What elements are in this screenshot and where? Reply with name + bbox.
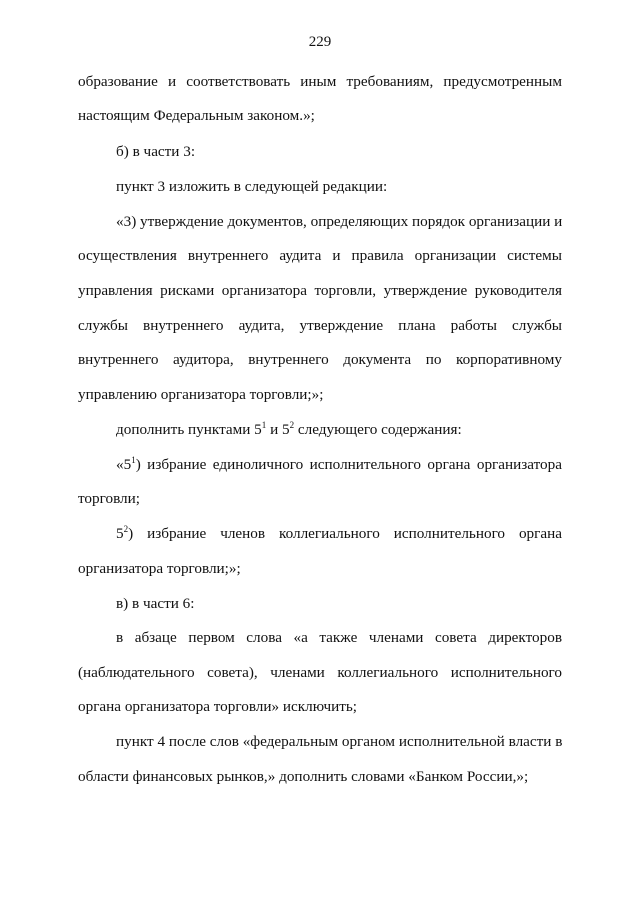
text-line: управлению организатора торговли;»; bbox=[78, 386, 324, 403]
superscript: 2 bbox=[123, 524, 129, 534]
text-line: (наблюдательного совета), членами коллегиального исполнительного bbox=[78, 664, 562, 681]
text-line: образование и соответствовать иным требованиям, предусмотренным bbox=[78, 73, 562, 90]
page-number: 229 bbox=[308, 34, 332, 50]
text-fragment: 5 bbox=[116, 525, 124, 542]
text-fragment: дополнить пунктами 5 bbox=[116, 421, 262, 438]
text-line bbox=[116, 524, 562, 544]
text-line: пункт 3 изложить в следующей редакции: bbox=[116, 178, 388, 195]
text-line: области финансовых рынков,» дополнить словами «Банком России,»; bbox=[78, 768, 529, 785]
text-line: «3) утверждение документов, определяющих порядок организации и bbox=[116, 213, 563, 230]
text-line bbox=[116, 455, 562, 475]
text-fragment: следующего содержания: bbox=[294, 421, 462, 438]
text-line: б) в части 3: bbox=[116, 143, 196, 160]
text-line: внутреннего аудитора, внутреннего документа по корпоративному bbox=[78, 351, 562, 368]
text-fragment: ) избрание членов коллегиального исполнительного органа bbox=[128, 525, 562, 542]
text-line: организатора торговли;»; bbox=[78, 560, 241, 577]
text-line: службы внутреннего аудита, утверждение плана работы службы bbox=[78, 317, 562, 334]
text-line: торговли; bbox=[78, 490, 140, 507]
superscript: 2 bbox=[289, 420, 295, 430]
text-fragment: и 5 bbox=[266, 421, 290, 438]
text-line: в абзаце первом слова «а также членами совета директоров bbox=[116, 629, 562, 646]
superscript: 1 bbox=[131, 455, 136, 465]
text-line: органа организатора торговли» исключить; bbox=[78, 698, 358, 715]
text-line: пункт 4 после слов «федеральным органом исполнительной власти в bbox=[116, 733, 563, 750]
text-line: настоящим Федеральным законом.»; bbox=[78, 107, 315, 124]
text-fragment: ) избрание единоличного исполнительного органа организатора bbox=[135, 456, 562, 473]
text-line: осуществления внутреннего аудита и правила организации системы bbox=[78, 247, 562, 264]
text-line bbox=[116, 420, 562, 440]
superscript: 1 bbox=[261, 420, 267, 430]
text-fragment: «5 bbox=[116, 456, 132, 473]
text-line: управления рисками организатора торговли, утверждение руководителя bbox=[78, 282, 562, 299]
text-line: в) в части 6: bbox=[116, 595, 195, 612]
